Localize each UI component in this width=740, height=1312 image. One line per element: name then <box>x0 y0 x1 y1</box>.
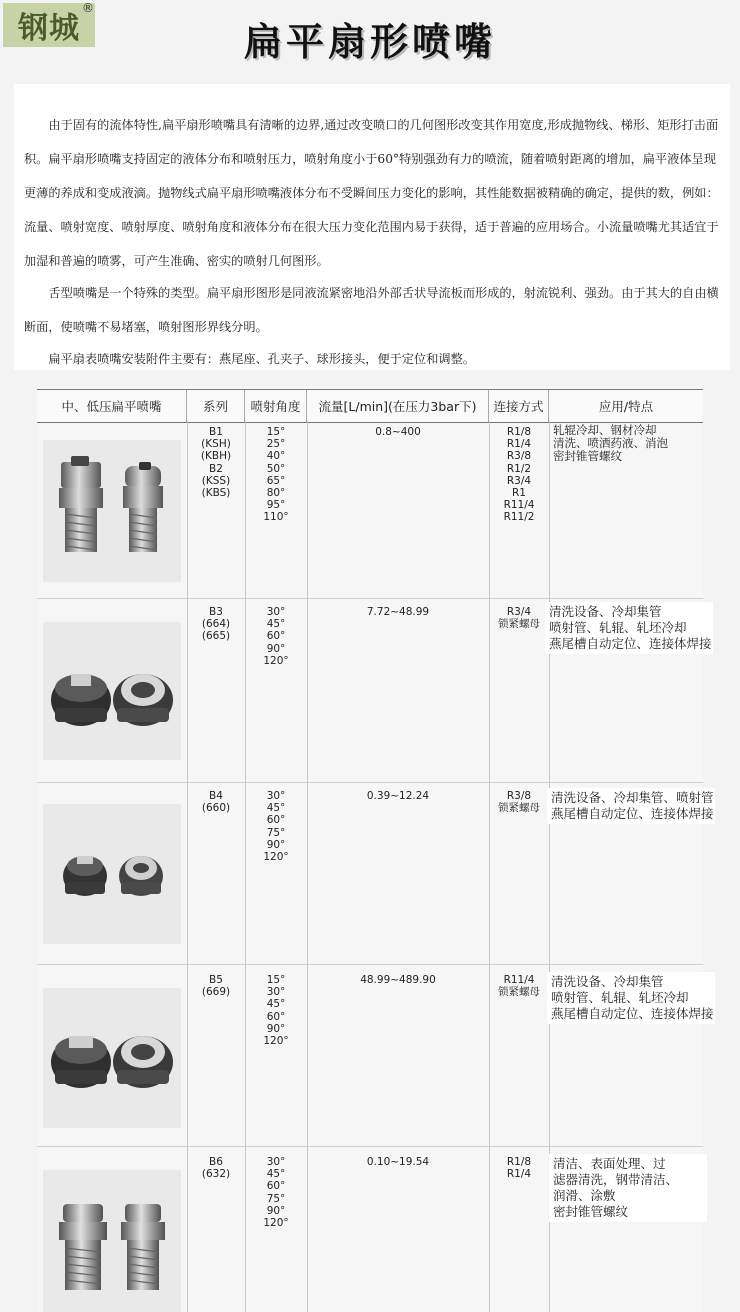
table-row <box>37 970 714 1146</box>
intro-paragraph-2: 舌型喷嘴是一个特殊的类型。扁平扇形图形是同液流紧密地沿外部舌状导流板而形成的，射流锐利、强劲。由于其大的自由横断面，使喷嘴不易堵塞，喷射图形界线分明。 <box>24 286 719 334</box>
flow-cell: 7.72~48.99 <box>366 606 430 618</box>
header-series: 系列 <box>187 390 245 422</box>
connection-cell: R3/4 锁紧螺母 <box>498 606 540 631</box>
registered-mark: ® <box>82 1 95 15</box>
flow-cell: 0.10~19.54 <box>366 1156 430 1168</box>
connection-cell: R11/4 锁紧螺母 <box>498 974 540 999</box>
row-divider <box>37 782 703 783</box>
row-divider <box>37 964 703 965</box>
intro-paragraph-3: 扁平扇表喷嘴安装附件主要有：燕尾座、孔夹子、球形接头，便于定位和调整。 <box>48 352 475 366</box>
page-title: 扁平扇形喷嘴 <box>243 19 496 64</box>
series-cell: B5 (669) <box>201 974 231 999</box>
application-cell: 清洁、表面处理、过 滤器清洗，钢带清洁、 润滑、涂敷 密封锥管螺纹 <box>549 1154 707 1222</box>
angle-cell: 15° 30° 45° 60° 90° 120° <box>263 974 289 1048</box>
connection-cell: R1/8 R1/4 R3/8 R1/2 R3/4 R1 R11/4 R11/2 <box>503 426 535 524</box>
series-cell: B1 (KSH) (KBH) B2 (KSS) (KBS) <box>200 426 232 500</box>
series-cell: B4 (660) <box>201 790 231 815</box>
application-cell: 清洗设备、冷却集管、喷射管 燕尾槽自动定位、连接体焊接 <box>547 788 715 824</box>
flow-cell: 48.99~489.90 <box>360 974 436 986</box>
table-row <box>37 786 714 962</box>
angle-cell: 30° 45° 60° 75° 90° 120° <box>263 1156 289 1230</box>
angle-cell: 30° 45° 60° 90° 120° <box>263 606 289 667</box>
application-cell: 轧辊冷却、钢材冷却 清洗、喷洒药液、消泡 密封锥管螺纹 <box>553 423 668 463</box>
table-row <box>37 422 703 598</box>
row-divider <box>37 1146 703 1147</box>
header-angle: 喷射角度 <box>245 390 307 422</box>
header-connection: 连接方式 <box>489 390 549 422</box>
angle-cell: 15° 25° 40° 50° 65° 80° 95° 110° <box>263 426 289 524</box>
header-flow: 流量[L/min](在压力3bar下) <box>307 390 489 422</box>
large-dovetail-nozzle-image <box>43 988 181 1128</box>
hex-threaded-nozzle-image <box>43 1170 181 1312</box>
dovetail-nozzle-image <box>43 622 181 760</box>
connection-cell: R1/8 R1/4 <box>506 1156 532 1181</box>
series-cell: B6 (632) <box>201 1156 231 1181</box>
header-application: 应用/特点 <box>598 399 654 414</box>
brand-logo <box>3 3 95 47</box>
flow-cell: 0.8~400 <box>375 426 421 438</box>
flow-cell: 0.39~12.24 <box>366 790 430 802</box>
application-cell: 清洗设备、冷却集管 喷射管、轧辊、轧坯冷却 燕尾槽自动定位、连接体焊接 <box>545 602 713 654</box>
connection-cell: R3/8 锁紧螺母 <box>498 790 540 815</box>
threaded-flat-fan-nozzle-image <box>43 440 181 582</box>
angle-cell: 30° 45° 60° 75° 90° 120° <box>263 790 289 864</box>
application-cell: 清洗设备、冷却集管 喷射管、轧辊、轧坯冷却 燕尾槽自动定位、连接体焊接 <box>547 972 715 1024</box>
small-dovetail-nozzle-image <box>43 804 181 944</box>
header-nozzle: 中、低压扁平喷嘴 <box>37 390 187 422</box>
table-row <box>37 604 712 782</box>
intro-paragraph-1: 由于固有的流体特性,扁平扇形喷嘴具有清晰的边界,通过改变喷口的几何图形改变其作用宽度,形成抛物线、梯形、矩形打击面积。扁平扇形喷嘴支持固定的液体分布和喷射压力，喷射角度小于60°特别强劲有力的喷流，随着喷射距离的增加，扁平液体呈现更薄的养成和变成液滴。抛物线式扁平扇形喷嘴液体分布不受瞬间压力变化的影响，其性能数据被精确的确定，提供的数，例如：流量、喷射宽度、喷射厚度、喷射角度和液体分布在很大压力变化范围内易于获得，适于普遍的应用场合。小流量喷嘴尤其适宜于加湿和普遍的喷雾，可产生准确、密实的喷射几何图形。 <box>24 118 719 268</box>
intro-panel <box>14 84 730 370</box>
nozzle-spec-table <box>37 386 714 1312</box>
logo-text: 钢城 <box>18 11 80 46</box>
table-header <box>37 389 703 423</box>
series-cell: B3 (664) (665) <box>201 606 231 643</box>
row-divider <box>37 598 703 599</box>
table-row <box>37 1152 703 1312</box>
